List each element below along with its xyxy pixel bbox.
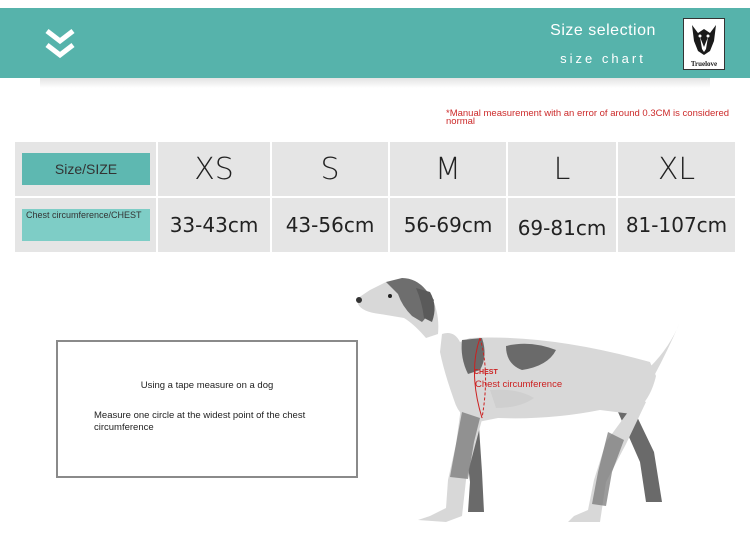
instruction-box	[56, 340, 358, 478]
instruction-title: Using a tape measure on a dog	[140, 380, 274, 391]
size-m: M	[389, 141, 507, 197]
chest-m: 56-69cm	[389, 197, 507, 253]
chest-circumference-label: Chest circumference	[475, 379, 563, 390]
size-xs: XS	[157, 141, 271, 197]
header-title: Size selection	[550, 22, 656, 39]
dog-tail	[650, 322, 680, 376]
brand-logo	[683, 18, 725, 70]
brand-name: Truelove	[690, 60, 718, 68]
size-l: L	[507, 141, 617, 197]
size-table	[14, 141, 736, 253]
dog-illustration	[350, 272, 690, 527]
header-banner	[0, 8, 750, 78]
double-chevron-down-icon	[44, 28, 76, 64]
header-shadow	[40, 78, 710, 88]
instruction-description: Measure one circle at the widest point of the chest circumference	[94, 410, 306, 433]
size-header-label: Size/SIZE	[22, 153, 150, 185]
header-subtitle: size chart	[560, 51, 646, 66]
dog-nose	[356, 297, 362, 303]
measurement-note: *Manual measurement with an error of around 0.3CM is considered normal	[446, 108, 730, 127]
chest-xl: 81-107cm	[617, 197, 736, 253]
dog-logo-icon	[684, 19, 724, 59]
chest-l: 69-81cm	[507, 197, 617, 253]
dog-hind-leg-shade	[592, 432, 624, 506]
dog-eye	[388, 294, 392, 298]
chest-xs: 33-43cm	[157, 197, 271, 253]
size-xl: XL	[617, 141, 736, 197]
chest-tag: CHEST	[474, 369, 498, 376]
chest-s: 43-56cm	[271, 197, 389, 253]
chest-header-label: Chest circumference/CHEST	[22, 209, 150, 241]
size-s: S	[271, 141, 389, 197]
